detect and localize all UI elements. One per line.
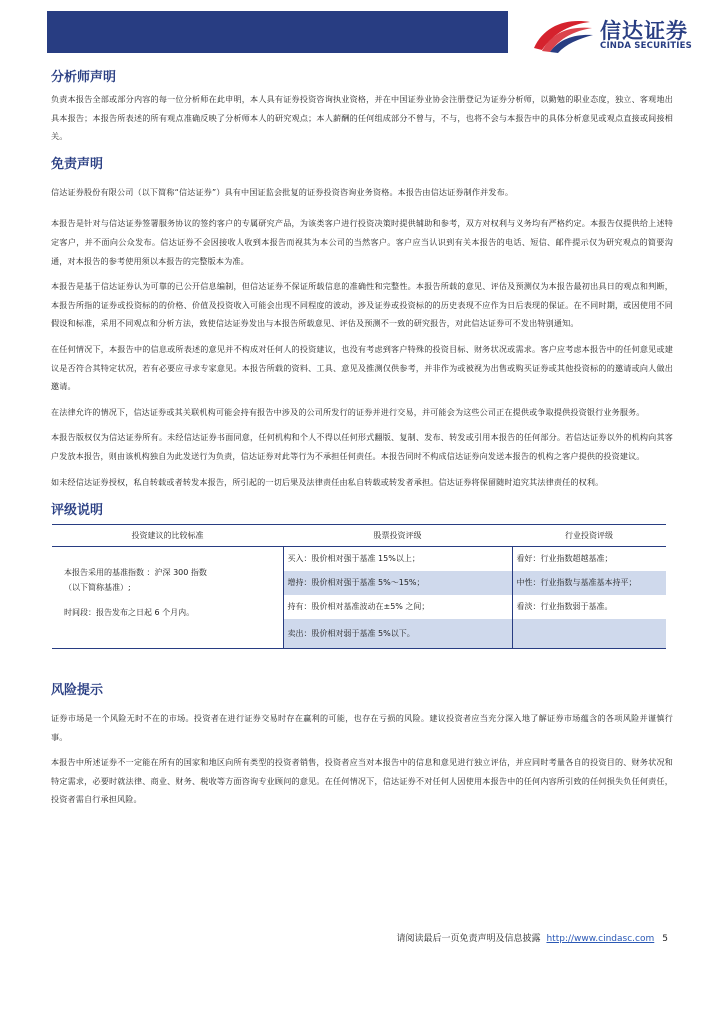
document-body [51,62,673,816]
stock-rating-overweight: 增持：股价相对强于基准 5%～15%； [283,571,512,595]
rating-title: 评级说明 [51,503,104,519]
industry-rating-positive: 看好：行业指数超越基准； [516,554,613,564]
disclaimer-paragraph: 如未经信达证券授权，私自转载或者转发本报告，所引起的一切后果及法律责任由私自转载或转发者承担。信达证券将保留随时追究其法律责任的权利。 [51,476,604,487]
disclaimer-paragraph: 在法律允许的情况下，信达证券或其关联机构可能会持有报告中涉及的公司所发行的证券并进行交易，并可能会为这些公司正在提供或争取提供投资银行业务服务。 [51,406,645,417]
footer-website-link[interactable]: http://www.cindasc.com [546,934,655,944]
industry-rating-neutral: 中性：行业指数与基准基本持平； [512,571,666,595]
page-footer [396,931,668,944]
rating-table [52,524,666,649]
benchmark-period: 时间段：报告发布之日起 6 个月内。 [64,608,195,618]
benchmark-abbrev: （以下简称基准）; [64,583,131,593]
disclaimer-paragraph: 本报告是针对与信达证券签署服务协议的签约客户的专属研究产品，为该类客户进行投资决策时提供辅助和参考，双方对权利与义务均有严格约定。本报告仅提供给上述特定客户，并不面向公众发布。信达证券不会因接收人收到本报告而视其为本公司的当然客户。客户应当认识到有关本报告的电话、短信、邮件提示仅为研究观点的简要沟通，对本报告的参考使用须以本报告的完整版本为准。 [51,218,673,266]
risk-paragraph: 本报告中所述证券不一定能在所有的国家和地区向所有类型的投资者销售，投资者应当对本报告中的信息和意见进行独立评估，并应同时考量各自的投资目的、财务状况和特定需求，必要时就法律、商业、财务、税收等方面咨询专业顾问的意见。在任何情况下，信达证券不对任何人因使用本报告中的任何内容所引致的任何损失负任何责任，投资者需自行承担风险。 [51,757,673,805]
cinda-logo-icon [530,14,594,54]
benchmark-cell [52,547,283,649]
rating-header-industry: 行业投资评级 [512,525,666,547]
disclaimer-title: 免责声明 [51,156,104,172]
disclaimer-paragraph: 在任何情况下，本报告中的信息或所表述的意见并不构成对任何人的投资建议，也没有考虑到客户特殊的投资目标、财务状况或需求。客户应考虑本报告中的任何意见或建议是否符合其特定状况，若有必要应寻求专家意见。本报告所载的资料、工具、意见及推测仅供参考，并非作为或被视为出售或购买证券或其他投资标的的邀请或向人做出邀请。 [51,343,673,392]
stock-rating-sell: 卖出：股价相对弱于基准 5%以下。 [283,619,512,649]
cinda-logo [530,14,710,54]
disclaimer-paragraph: 本报告版权仅为信达证券所有。未经信达证券书面同意，任何机构和个人不得以任何形式翻版、复制、发布、转发或引用本报告的任何部分。若信达证券以外的机构向其客户发放本报告，则由该机构独自为此发送行为负责，信达证券对此等行为不承担任何责任。本报告同时不构成信达证券向发送本报告的机构之客户提供的投资建议。 [51,432,673,461]
rating-header-benchmark: 投资建议的比较标准 [52,525,283,547]
logo-chinese-name: 信达证券 [600,19,688,43]
analyst-statement-title: 分析师声明 [51,70,117,85]
risk-title: 风险提示 [51,683,104,699]
header-banner [47,11,508,53]
rating-table-header [52,525,666,547]
footer-notice: 请阅读最后一页免责声明及信息披露 [396,934,541,944]
risk-paragraph: 证券市场是一个风险无时不在的市场。投资者在进行证券交易时存在赢利的可能，也存在亏损的风险。建议投资者应当充分深入地了解证券市场蕴含的各项风险并谨慎行事。 [51,713,673,742]
stock-rating-hold: 持有：股价相对基准波动在±5% 之间； [283,595,512,619]
industry-rating-empty [512,619,666,649]
rating-header-stock: 股票投资评级 [283,525,512,547]
stock-rating-buy: 买入：股价相对强于基准 15%以上； [283,547,512,571]
disclaimer-paragraph: 信达证券股份有限公司（以下简称“信达证券”）具有中国证监会批复的证券投资咨询业务资格。本报告由信达证券制作并发布。 [51,186,514,197]
rating-row [52,547,666,571]
benchmark-index: 本报告采用的基准指数 ：沪深 300 指数 [64,568,207,578]
analyst-statement-text: 负责本报告全部或部分内容的每一位分析师在此申明，本人具有证券投资咨询执业资格，并在中国证券业协会注册登记为证券分析师，以勤勉的职业态度，独立、客观地出具本报告；本报告所表述的所有观点准确反映了分析师本人的研究观点；本人薪酬的任何组成部分不曾与，不与，也将不会与本报告中的具体分析意见或观点直接或间接相关。 [51,94,673,142]
disclaimer-paragraph: 本报告是基于信达证券认为可靠的已公开信息编制，但信达证券不保证所载信息的准确性和完整性。本报告所载的意见、评估及预测仅为本报告最初出具日的观点和判断，本报告所指的证券或投资标的的价格、价值及投资收入可能会出现不同程度的波动，涉及证券或投资标的的历史表现不应作为日后表现的保证。在不同时期，或因使用不同假设和标准，采用不同观点和分析方法，致使信达证券发出与本报告所载意见、评估及预测不一致的研究报告，对此信达证券可不发出特别通知。 [51,281,673,329]
logo-english-name: CINDA SECURITIES [600,41,692,51]
industry-rating-negative: 看淡：行业指数弱于基准。 [516,602,613,612]
page-number: 5 [662,934,668,944]
